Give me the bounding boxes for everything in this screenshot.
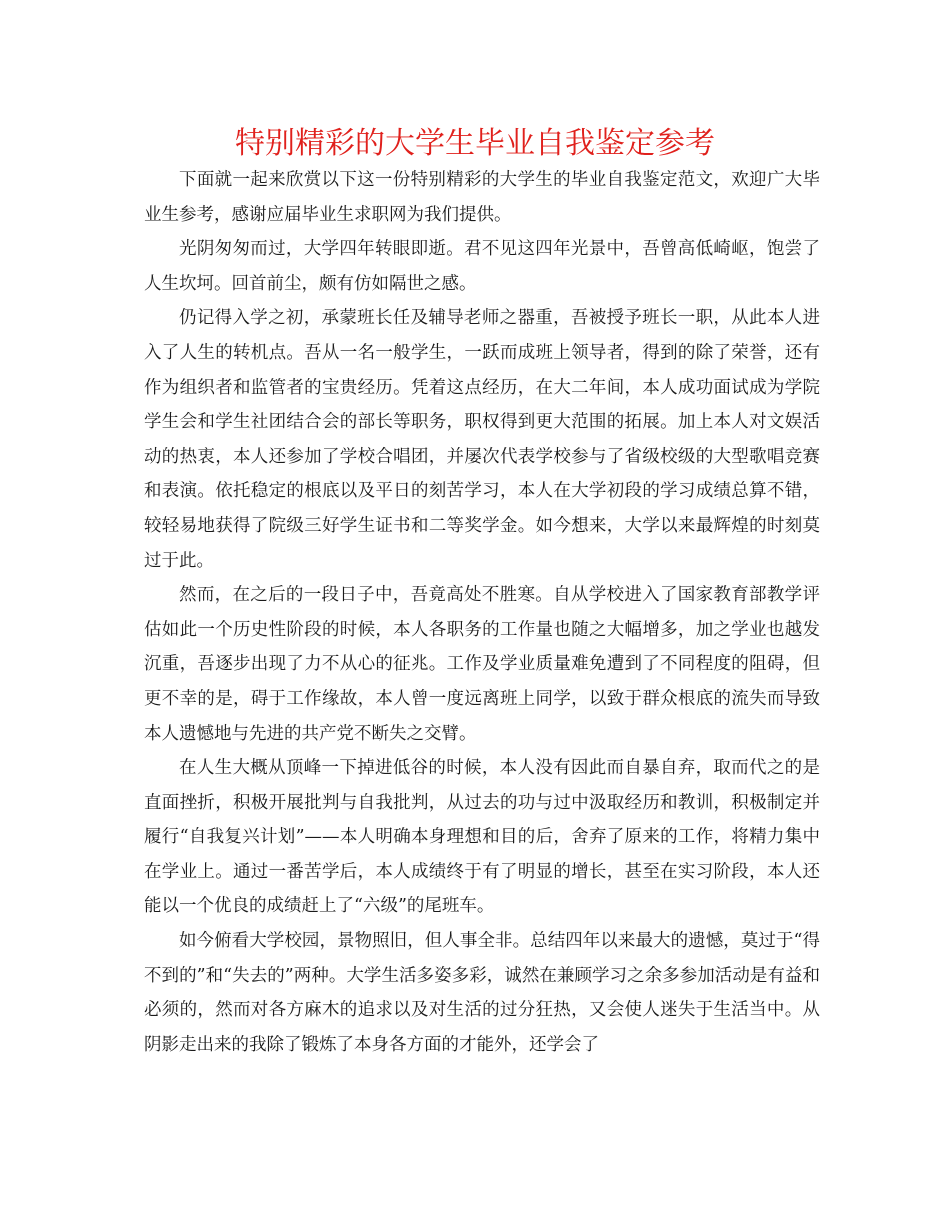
paragraph-time-passes: 光阴匆匆而过，大学四年转眼即逝。君不见这四年光景中，吾曾高低崎岖，饱尝了人生坎坷。回首前尘，颇有仿如隔世之感。 (144, 239, 820, 294)
paragraph-difficulties: 然而，在之后的一段日子中，吾竟高处不胜寒。自从学校进入了国家教育部教学评估如此一个历史性阶段的时候，本人各职务的工作量也随之大幅增多，加之学业也越发沉重，吾逐步出现了力不从心的征兆。工作及学业质量难免遭到了不同程度的阻碍，但更不幸的是，碍于工作缘故，本人曾一度远离班上同学，以致于群众根底的流失而导致本人遗憾地与先进的共产党不断失之交臂。 (144, 585, 820, 744)
document-body (144, 163, 820, 1062)
paragraph-intro: 下面就一起来欣赏以下这一份特别精彩的大学生的毕业自我鉴定范文，欢迎广大毕业生参考，感谢应届毕业生求职网为我们提供。 (144, 170, 820, 225)
paragraph-recovery: 在人生大概从顶峰一下掉进低谷的时候，本人没有因此而自暴自弃，取而代之的是直面挫折，积极开展批判与自我批判，从过去的功与过中汲取经历和教训，积极制定并履行“自我复兴计划”——本人明确本身理想和目的后，舍弃了原来的工作，将精力集中在学业上。通过一番苦学后，本人成绩终于有了明显的增长，甚至在实习阶段，本人还能以一个优良的成绩赶上了“六级”的尾班车。 (144, 758, 820, 917)
paragraph-class-leader: 仍记得入学之初，承蒙班长任及辅导老师之器重，吾被授予班长一职，从此本人进入了人生的转机点。吾从一名一般学生，一跃而成班上领导者，得到的除了荣誉，还有作为组织者和监管者的宝贵经历。凭着这点经历，在大二年间，本人成功面试成为学院学生会和学生社团结合会的部长等职务，职权得到更大范围的拓展。加上本人对文娱活动的热衷，本人还参加了学校合唱团，并屡次代表学校参与了省级校级的大型歌唱竞赛和表演。依托稳定的根底以及平日的刻苦学习，本人在大学初段的学习成绩总算不错，较轻易地获得了院级三好学生证书和二等奖学金。如今想来，大学以来最辉煌的时刻莫过于此。 (144, 308, 820, 571)
paragraph-reflection: 如今俯看大学校园，景物照旧，但人事全非。总结四年以来最大的遗憾，莫过于“得不到的”和“失去的”两种。大学生活多姿多彩，诚然在兼顾学习之余多参加活动是有益和必须的，然而对各方麻木的追求以及对生活的过分狂热，又会使人迷失于生活当中。从阴影走出来的我除了锻炼了本身各方面的才能外，还学会了 (144, 931, 820, 1055)
document-title: 特别精彩的大学生毕业自我鉴定参考 (235, 126, 715, 161)
